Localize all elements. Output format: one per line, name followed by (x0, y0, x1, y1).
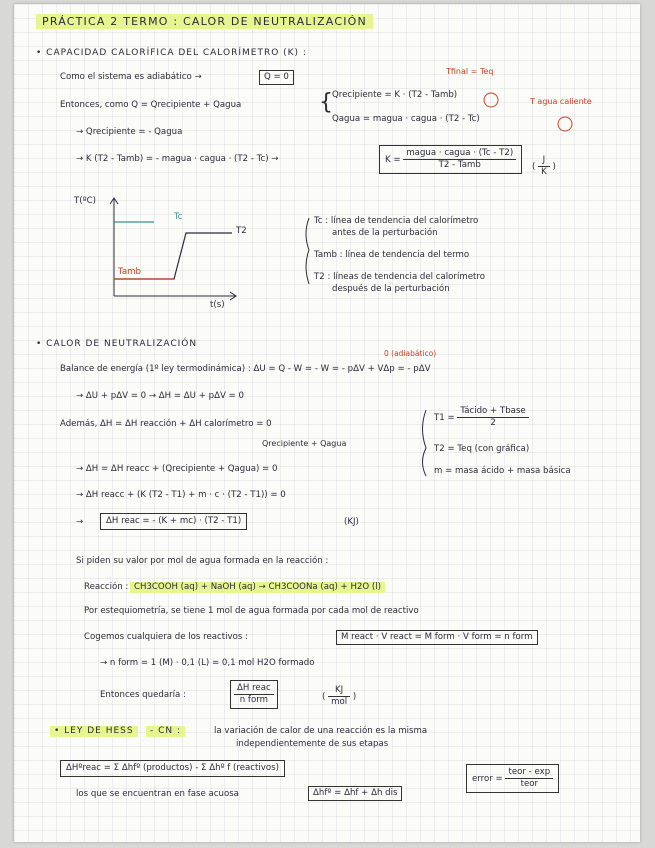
per-mol-den: n form (239, 695, 268, 705)
legend-tamb: Tamb : línea de tendencia del termo (314, 250, 470, 260)
q-equality-line: → Qrecipiente = - Qagua (76, 127, 183, 137)
section-hess-cn: - CN : (146, 726, 185, 737)
per-mol-num: ΔH reac (234, 683, 274, 695)
per-mol-line: Si piden su valor por mol de agua formada en la reacción : (76, 556, 329, 566)
per-mol-units-num: KJ (328, 685, 350, 697)
dhf-box: Δhfº = Δhf + Δh dis (308, 786, 402, 801)
energy-balance-line: Balance de energía (1º ley termodinámica) : ΔU = Q - W = - W = - pΔV + VΔp = - pΔV (60, 364, 431, 374)
molarity-box: M react · V react = M form · V form = n form (336, 630, 538, 645)
tc-circle (558, 117, 572, 131)
k-lhs: K = (385, 155, 401, 165)
section-hess-header: • LEY DE HESS (50, 726, 138, 737)
t1-def (434, 406, 529, 429)
error-lhs: error = (472, 774, 503, 784)
t1-denominator: 2 (490, 418, 496, 428)
section-neutralizacion-header: • CALOR DE NEUTRALIZACIÓN (36, 339, 198, 349)
aqueous-line: los que se encuentran en fase acuosa (76, 789, 239, 799)
hess-desc-1: la variación de calor de una reacción es la misma (214, 726, 428, 736)
adiabatic-note: 0 (adiabático) (384, 349, 437, 358)
error-box (466, 764, 559, 793)
graph-x-label: t(s) (210, 300, 225, 310)
stoichiometry-line: Por estequiometría, se tiene 1 mol de agua formada por cada mol de reactivo (84, 606, 419, 616)
per-mol-units: ( $\frac{KJ}{\text{mol}}$ ) (322, 685, 357, 707)
legend-t2: T2 : líneas de tendencia del calorímetro (314, 272, 485, 282)
per-mol-units-fraction (328, 685, 350, 708)
n-form-line: → n form = 1 (M) · 0,1 (L) = 0,1 mol H2O formado (100, 658, 315, 668)
graph-tamb-label: Tamb (118, 267, 141, 277)
q-sum-line: Entonces, como Q = Qrecipiente + Qagua (60, 100, 242, 110)
hess-desc-2: independientemente de sus etapas (236, 739, 389, 749)
per-mol-units-den: mol (331, 697, 348, 707)
t1-numerator: Tácido + Tbase (457, 406, 528, 418)
q-agua-eq: Qagua = magua · cagua · (T2 - Tc) (332, 114, 480, 124)
reactivos-line: Cogemos cualquiera de los reactivos : (84, 632, 248, 642)
legend-t2-cont: después de la perturbación (332, 284, 450, 294)
k-units-den: K (541, 167, 547, 177)
error-denominator: teor (520, 779, 539, 789)
ademas-line: Además, ΔH = ΔH reacción + ΔH calorímetro = 0 (60, 419, 272, 429)
ademas-sub: Qrecipiente + Qagua (262, 439, 347, 448)
t2-circle (484, 93, 498, 107)
dh-k-line: → ΔH reacc + (K (T2 - T1) + m · c · (T2 - T1)) = 0 (76, 490, 286, 500)
notebook-page (14, 4, 640, 842)
k-derivation-line: → K (T2 - Tamb) = - magua · cagua · (T2 - Tc) → (76, 154, 279, 164)
dh-reac-units: (KJ) (344, 517, 359, 527)
graph-tc-label: Tc (174, 212, 183, 222)
tagua-note: T agua caliente (530, 97, 592, 106)
q-zero-box: Q = 0 (259, 70, 294, 85)
k-units-num: J (538, 155, 550, 167)
page-title: PRÁCTICA 2 TERMO : CALOR DE NEUTRALIZACIÓN (36, 14, 373, 29)
error-fraction (505, 767, 553, 790)
k-units: ( $\frac{J}{K}$ ) (532, 155, 556, 177)
per-mol-box (230, 680, 278, 709)
reaction-label: Reacción : (84, 582, 129, 592)
section-capacidad-header: • CAPACIDAD CALORÍFICA DEL CALORÍMETRO (K) : (36, 48, 307, 58)
t2-def: T2 = Teq (con gráfica) (434, 444, 530, 454)
brace-left: { (319, 90, 333, 115)
enthalpy-line: → ΔU + pΔV = 0 → ΔH = ΔU + pΔV = 0 (76, 391, 244, 401)
k-denominator: T2 - Tamb (438, 160, 481, 170)
legend-tc: Tc : línea de tendencia del calorímetro (314, 216, 479, 226)
tfinal-note: Tfinal = Teq (446, 67, 494, 76)
legend-brace (306, 218, 309, 284)
m-def: m = masa ácido + masa básica (434, 466, 571, 476)
dh-reac-box: ΔH reac = - (K + mc) · (T2 - T1) (100, 513, 247, 530)
q-recipiente-eq: Qrecipiente = K · (T2 - Tamb) (332, 90, 458, 100)
adiabatic-line: Como el sistema es adiabático → (60, 72, 202, 82)
dh-reacc-line: → ΔH = ΔH reacc + (Qrecipiente + Qagua) = 0 (76, 464, 278, 474)
k-numerator: magua · cagua · (Tc - T2) (403, 148, 516, 160)
t1-lhs: T1 = (434, 413, 455, 423)
error-numerator: teor - exp (505, 767, 553, 779)
graph-y-label: T(ºC) (74, 196, 97, 206)
t1-fraction (457, 406, 528, 429)
t-defs-brace (423, 410, 427, 476)
graph-t2-label: T2 (236, 226, 247, 236)
quedaria-label: Entonces quedaría : (100, 690, 186, 700)
reaction-equation: CH3COOH (aq) + NaOH (aq) → CH3COONa (aq) + H2O (l) (130, 582, 385, 593)
per-mol-fraction (234, 683, 274, 706)
arrow-final: → (76, 517, 84, 527)
legend-tc-cont: antes de la perturbación (332, 228, 438, 238)
hess-equation-box: ΔHºreac = Σ Δhfº (productos) - Σ Δhº f (reactivos) (60, 760, 285, 777)
